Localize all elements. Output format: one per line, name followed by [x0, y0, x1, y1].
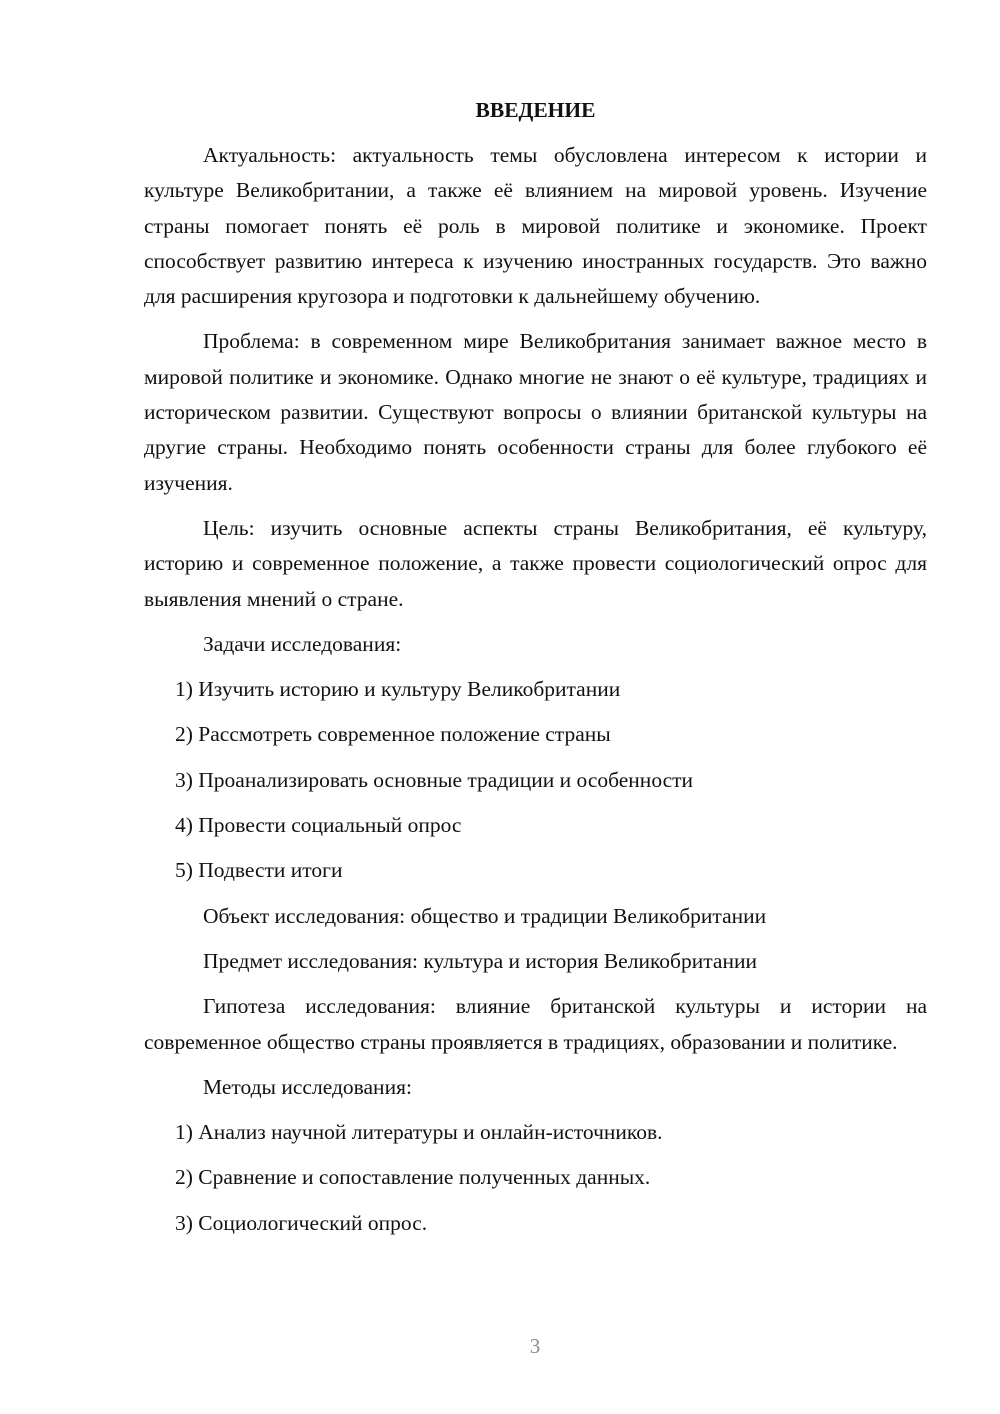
- task-item-2: 2) Рассмотреть современное положение страны: [175, 722, 611, 747]
- page-number: 3: [529, 1334, 541, 1358]
- method-item-2: 2) Сравнение и сопоставление полученных данных.: [175, 1165, 651, 1190]
- method-item-3: 3) Социологический опрос.: [175, 1210, 428, 1235]
- tasks-heading: Задачи исследования:: [203, 631, 402, 656]
- methods-heading: Методы исследования:: [203, 1074, 412, 1099]
- goal-paragraph: Цель: изучить основные аспекты страны Великобритания, её культуру, историю и современное положение, а также провести социологический опрос для выявления мнений о стране.: [144, 515, 927, 611]
- relevance-paragraph: Актуальность: актуальность темы обусловлена интересом к истории и культуре Великобритании, а также её влиянием на мировой уровень. Изучение страны помогает понять её роль в мировой политике и экономике. Проект способствует развитию интереса к изучению иностранных государств. Это важно для расширения кругозора и подготовки к дальнейшему обучению.: [144, 143, 927, 309]
- page-content: [144, 96, 927, 1251]
- task-item-3: 3) Проанализировать основные традиции и особенности: [175, 767, 694, 792]
- method-item-1: 1) Анализ научной литературы и онлайн-источников.: [175, 1120, 663, 1145]
- tasks-list: [144, 672, 927, 888]
- hypothesis-paragraph: Гипотеза исследования: влияние британской культуры и истории на современное общество страны проявляется в традициях, образовании и политике.: [144, 994, 927, 1054]
- methods-list: [144, 1115, 927, 1241]
- subject-paragraph: Предмет исследования: культура и история Великобритании: [203, 948, 757, 973]
- task-item-4: 4) Провести социальный опрос: [175, 813, 462, 838]
- page-title: ВВЕДЕНИЕ: [475, 98, 596, 122]
- task-item-1: 1) Изучить историю и культуру Великобритании: [175, 677, 621, 702]
- problem-paragraph: Проблема: в современном мире Великобритания занимает важное место в мировой политике и экономике. Однако многие не знают о её культуре, традициях и историческом развитии. Существуют вопросы о влиянии британской культуры на другие страны. Необходимо понять особенности страны для более глубокого её изучения.: [144, 329, 927, 495]
- object-paragraph: Объект исследования: общество и традиции Великобритании: [203, 903, 767, 928]
- task-item-5: 5) Подвести итоги: [175, 858, 343, 883]
